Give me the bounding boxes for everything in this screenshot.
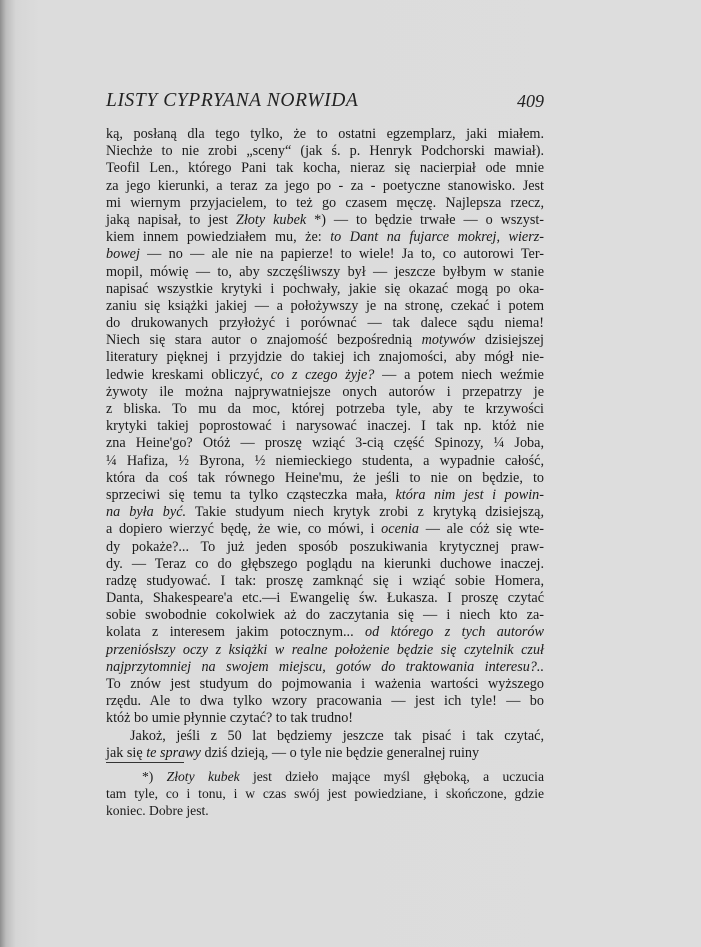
text-line (106, 676, 544, 693)
text-run: mi wiernym przyjacielem, to też go czasem męczę. Najlepsza rzecz, (106, 194, 544, 211)
text-line (106, 573, 544, 590)
text-run: kolata z interesem jakim potocznym... (106, 624, 366, 641)
text-line (106, 384, 544, 401)
text-line (106, 487, 544, 504)
text-run: dy. — Teraz co do głębszego poglądu na kierunki duchowe inaczej. (106, 555, 544, 572)
text-line (106, 315, 544, 332)
text-run: do drukowanych przyłożyć i porównać — tak dalece sądu niema! (106, 315, 544, 332)
text-run: któż bo umie płynnie czytać? to tak trudno! (106, 710, 354, 727)
text-line (106, 624, 544, 641)
text-run: dy pokaże?... To już jeden sposób poszukiwania krytycznej praw- (106, 538, 544, 555)
text-line (106, 504, 544, 521)
text-line (106, 607, 544, 624)
italic-text: na była być. (106, 504, 187, 521)
text-line (106, 470, 544, 487)
running-head (106, 90, 544, 114)
text-run: *) (142, 769, 167, 784)
text-line (106, 264, 544, 281)
text-run: radzę studyować. I tak: proszę zamknąć się i wziąć sobie Homera, (106, 572, 544, 589)
text-run: koniec. Dobre jest. (106, 803, 209, 818)
text-line (106, 281, 544, 298)
italic-text: Złoty kubek (235, 211, 307, 228)
text-run: rzędu. Ale to dwa tylko wzory pracowania — jest ich tyle! — bo (106, 693, 544, 710)
italic-text: która nim jest i powin- (395, 486, 544, 503)
text-line (106, 401, 544, 418)
italic-text: ocenia (381, 521, 419, 538)
text-line (106, 332, 544, 349)
text-line (106, 642, 544, 659)
text-line (106, 126, 544, 143)
text-run: napisać wszystkie krytyki i pochwały, jakie się okazać mogą po oka- (106, 280, 544, 297)
text-line (106, 367, 544, 384)
text-run: Takie studyum niech krytyk zrobi z krytyką dzisiejszą, (186, 504, 544, 521)
text-line (106, 349, 544, 366)
text-line (106, 590, 544, 607)
text-line (106, 246, 544, 263)
text-run: — a potem niech weźmie (374, 366, 544, 383)
text-line (106, 212, 544, 229)
text-run: sprzeciwi się temu ta tylko cząsteczka mała, (106, 486, 396, 503)
footnote (106, 768, 544, 819)
text-run: dzisiejszej (475, 332, 544, 349)
text-line (106, 229, 544, 246)
text-run: jaką napisał, to jest (106, 211, 236, 228)
text-run: tam tyle, co i tonu, i w czas swój jest powiedziane, i skończone, gdzie (106, 786, 544, 801)
italic-text: Złoty kubek (166, 769, 240, 784)
italic-text: to Dant na fujarce mokrej, wierz- (330, 229, 544, 246)
text-run: za jego kierunki, a teraz za jego po - za - poetyczne stanowisko. Jest (106, 177, 544, 194)
text-run: zaniu się książki jakiej — a położywszy je na stronę, czekać i potem (106, 297, 544, 314)
text-line (106, 435, 544, 452)
text-line (106, 298, 544, 315)
text-run: mopil, mówię — to, aby szczęśliwszy był — jeszcze byłbym w stanie (106, 263, 544, 280)
text-run: Niech się stara autor o znajomość bezpośrednią (106, 332, 422, 349)
text-run: Teofil Len., którego Pani tak kocha, nieraz się nacierpiał ode mnie (106, 160, 544, 177)
text-run: ¼ Hafiza, ½ Byrona, ½ niemieckiego studenta, a wypadnie całość, (106, 452, 544, 469)
text-line (106, 453, 544, 470)
footnote-line (106, 802, 544, 819)
text-run: krytyki takiej poprostować i narysować inaczej. I tak np. któż nie (106, 418, 544, 435)
text-run: Jakoż, jeśli z 50 lat będziemy jeszcze tak pisać i tak czytać, (130, 727, 544, 744)
text-run: ką, posłaną dla tego tylko, że to ostatni egzemplarz, jaki miałem. (106, 126, 544, 142)
page-number: 409 (517, 91, 544, 111)
text-line (106, 659, 544, 676)
text-run: ledwie kreskami obliczyć, (106, 366, 271, 383)
italic-text: przeniósłszy oczy z książki w realne położenie będzie się czytelnik czuł (106, 641, 544, 658)
text-run: zna Heine'go? Otóż — proszę wziąć 3-cią część Spinozy, ¼ Joba, (106, 435, 544, 452)
text-run: Niechże to nie zrobi „sceny“ (jak ś. p. Henryk Podchorski mawiał). (106, 143, 544, 160)
text-line (106, 556, 544, 573)
text-line (106, 710, 544, 727)
text-run: jest dzieło mające myśl głęboką, a uczucia (239, 769, 544, 784)
running-head-title: LISTY CYPRYANA NORWIDA (106, 90, 359, 111)
text-line (106, 521, 544, 538)
footnote-line (106, 785, 544, 802)
italic-text: te sprawy (146, 744, 201, 761)
footnote-line (106, 768, 544, 785)
italic-text: najprzytomniej na swojem miejscu, gotów do traktowania interesu?.. (106, 658, 544, 675)
footnote-rule (106, 762, 184, 763)
italic-text: od którego z tych autorów (365, 624, 544, 641)
text-run: która da coś tak równego Heine'mu, że jeśli to nie on będzie, to (106, 469, 544, 486)
text-run: Danta, Shakespeare'a etc.—i Ewangelię św. Łukasza. I proszę czytać (106, 590, 544, 607)
text-line (106, 178, 544, 195)
text-run: To znów jest studyum do pojmowania i ważenia wartości wyższego (106, 676, 544, 692)
text-line (106, 693, 544, 710)
text-run: dziś dzieją, — o tyle nie będzie generalnej ruiny (200, 744, 480, 761)
text-run: kiem innem powiedziałem mu, że: (106, 229, 331, 246)
text-run: sobie swobodnie cokolwiek aż do zaczytania się — i niech kto za- (106, 607, 544, 624)
italic-text: motywów (421, 332, 476, 349)
body-text (106, 126, 544, 762)
text-run: żywoty ile można najprywatniejsze onych autorów i przepatrzy je (106, 383, 544, 400)
text-line (106, 539, 544, 556)
text-line (106, 745, 544, 762)
text-line (106, 195, 544, 212)
text-line (106, 728, 544, 745)
text-line (106, 143, 544, 160)
italic-text: co z czego żyje? (270, 366, 375, 383)
text-line (106, 418, 544, 435)
italic-text: bowej (106, 246, 140, 263)
text-run: a dopiero wierzyć będę, że wie, co mówi, i (106, 521, 382, 538)
text-run: literatury pięknej i przyjdzie do takiej ich znajomości, aby mógł nie- (106, 349, 544, 366)
text-run: jak się (106, 744, 147, 761)
text-line (106, 160, 544, 177)
text-run: *) — to będzie trwałe — o wszyst- (306, 211, 545, 228)
text-run: z bliska. To mu da moc, której potrzeba tyle, aby te krzywości (106, 401, 544, 417)
text-run: — no — ale nie na papierze! to wiele! Ja to, co autorowi Ter- (139, 246, 544, 263)
text-run: — ale cóż się wte- (419, 521, 544, 538)
